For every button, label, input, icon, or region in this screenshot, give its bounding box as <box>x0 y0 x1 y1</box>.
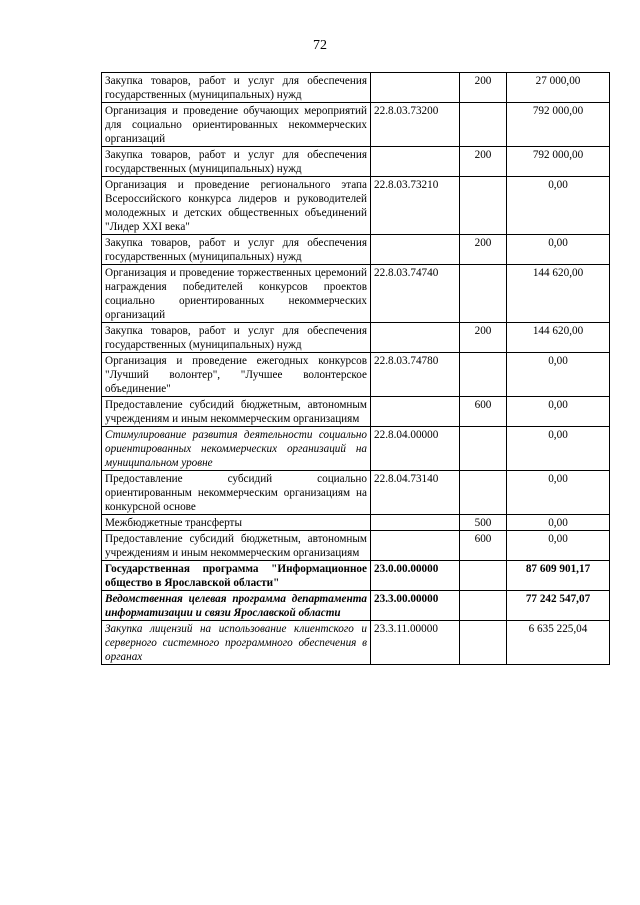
row-name-cell: Предоставление субсидий социально ориентированным некоммерческим организациям на конкурсной основе <box>102 471 371 515</box>
row-code-cell <box>371 147 460 177</box>
table-row <box>102 427 610 471</box>
row-code-cell: 22.8.03.74740 <box>371 265 460 323</box>
row-name-cell: Закупка товаров, работ и услуг для обеспечения государственных (муниципальных) нужд <box>102 323 371 353</box>
table-row <box>102 177 610 235</box>
row-sum-cell: 0,00 <box>507 235 610 265</box>
row-type-cell <box>460 561 507 591</box>
row-name-cell: Предоставление субсидий бюджетным, автономным учреждениям и иным некоммерческим организациям <box>102 397 371 427</box>
table-row <box>102 531 610 561</box>
table-row <box>102 147 610 177</box>
budget-table-body <box>102 73 610 665</box>
table-row <box>102 471 610 515</box>
row-name-cell: Организация и проведение обучающих мероприятий для социально ориентированных некоммерческих организаций <box>102 103 371 147</box>
row-code-cell <box>371 515 460 531</box>
table-row <box>102 265 610 323</box>
table-row <box>102 353 610 397</box>
row-type-cell <box>460 591 507 621</box>
row-sum-cell: 0,00 <box>507 427 610 471</box>
table-row <box>102 235 610 265</box>
row-sum-cell: 77 242 547,07 <box>507 591 610 621</box>
row-type-cell: 500 <box>460 515 507 531</box>
page-number: 72 <box>313 38 327 53</box>
row-code-cell <box>371 531 460 561</box>
row-type-cell: 200 <box>460 323 507 353</box>
row-name-cell: Организация и проведение ежегодных конкурсов "Лучший волонтер", "Лучшее волонтерское объединение" <box>102 353 371 397</box>
budget-table <box>101 72 610 665</box>
row-code-cell <box>371 235 460 265</box>
row-type-cell <box>460 265 507 323</box>
row-code-cell <box>371 397 460 427</box>
row-name-cell: Межбюджетные трансферты <box>102 515 371 531</box>
row-type-cell <box>460 353 507 397</box>
row-type-cell: 600 <box>460 531 507 561</box>
row-name-cell: Государственная программа "Информационное общество в Ярославской области" <box>102 561 371 591</box>
row-sum-cell: 0,00 <box>507 177 610 235</box>
row-sum-cell: 0,00 <box>507 531 610 561</box>
row-sum-cell: 87 609 901,17 <box>507 561 610 591</box>
row-type-cell <box>460 103 507 147</box>
row-code-cell: 22.8.04.00000 <box>371 427 460 471</box>
row-name-cell: Стимулирование развития деятельности социально ориентированных некоммерческих организаций на муниципальном уровне <box>102 427 371 471</box>
row-sum-cell: 0,00 <box>507 353 610 397</box>
row-name-cell: Организация и проведение торжественных церемоний награждения победителей конкурсов проектов социально ориентированных некоммерческих организаций <box>102 265 371 323</box>
row-type-cell: 200 <box>460 235 507 265</box>
row-type-cell <box>460 621 507 665</box>
table-row <box>102 323 610 353</box>
table-row <box>102 621 610 665</box>
row-code-cell: 23.3.11.00000 <box>371 621 460 665</box>
row-name-cell: Закупка товаров, работ и услуг для обеспечения государственных (муниципальных) нужд <box>102 235 371 265</box>
table-row <box>102 103 610 147</box>
row-name-cell: Закупка лицензий на использование клиентского и серверного системного программного обеспечения в органах <box>102 621 371 665</box>
row-code-cell: 22.8.03.73200 <box>371 103 460 147</box>
row-sum-cell: 0,00 <box>507 515 610 531</box>
row-code-cell: 23.0.00.00000 <box>371 561 460 591</box>
row-type-cell <box>460 471 507 515</box>
row-code-cell: 22.8.04.73140 <box>371 471 460 515</box>
row-type-cell <box>460 177 507 235</box>
row-sum-cell: 144 620,00 <box>507 323 610 353</box>
row-code-cell: 22.8.03.74780 <box>371 353 460 397</box>
row-sum-cell: 0,00 <box>507 397 610 427</box>
table-row <box>102 73 610 103</box>
row-name-cell: Ведомственная целевая программа департамента информатизации и связи Ярославской области <box>102 591 371 621</box>
row-sum-cell: 792 000,00 <box>507 147 610 177</box>
row-sum-cell: 6 635 225,04 <box>507 621 610 665</box>
row-sum-cell: 0,00 <box>507 471 610 515</box>
row-name-cell: Организация и проведение регионального этапа Всероссийского конкурса лидеров и руководителей молодежных и детских общественных объединений "Лидер XXI века" <box>102 177 371 235</box>
row-type-cell <box>460 427 507 471</box>
row-name-cell: Предоставление субсидий бюджетным, автономным учреждениям и иным некоммерческим организациям <box>102 531 371 561</box>
row-name-cell: Закупка товаров, работ и услуг для обеспечения государственных (муниципальных) нужд <box>102 73 371 103</box>
row-sum-cell: 27 000,00 <box>507 73 610 103</box>
row-code-cell <box>371 323 460 353</box>
table-row <box>102 515 610 531</box>
row-code-cell: 22.8.03.73210 <box>371 177 460 235</box>
row-type-cell: 600 <box>460 397 507 427</box>
table-row <box>102 591 610 621</box>
table-row <box>102 561 610 591</box>
table-row <box>102 397 610 427</box>
row-type-cell: 200 <box>460 147 507 177</box>
row-code-cell: 23.3.00.00000 <box>371 591 460 621</box>
row-sum-cell: 144 620,00 <box>507 265 610 323</box>
row-sum-cell: 792 000,00 <box>507 103 610 147</box>
row-name-cell: Закупка товаров, работ и услуг для обеспечения государственных (муниципальных) нужд <box>102 147 371 177</box>
row-type-cell: 200 <box>460 73 507 103</box>
row-code-cell <box>371 73 460 103</box>
